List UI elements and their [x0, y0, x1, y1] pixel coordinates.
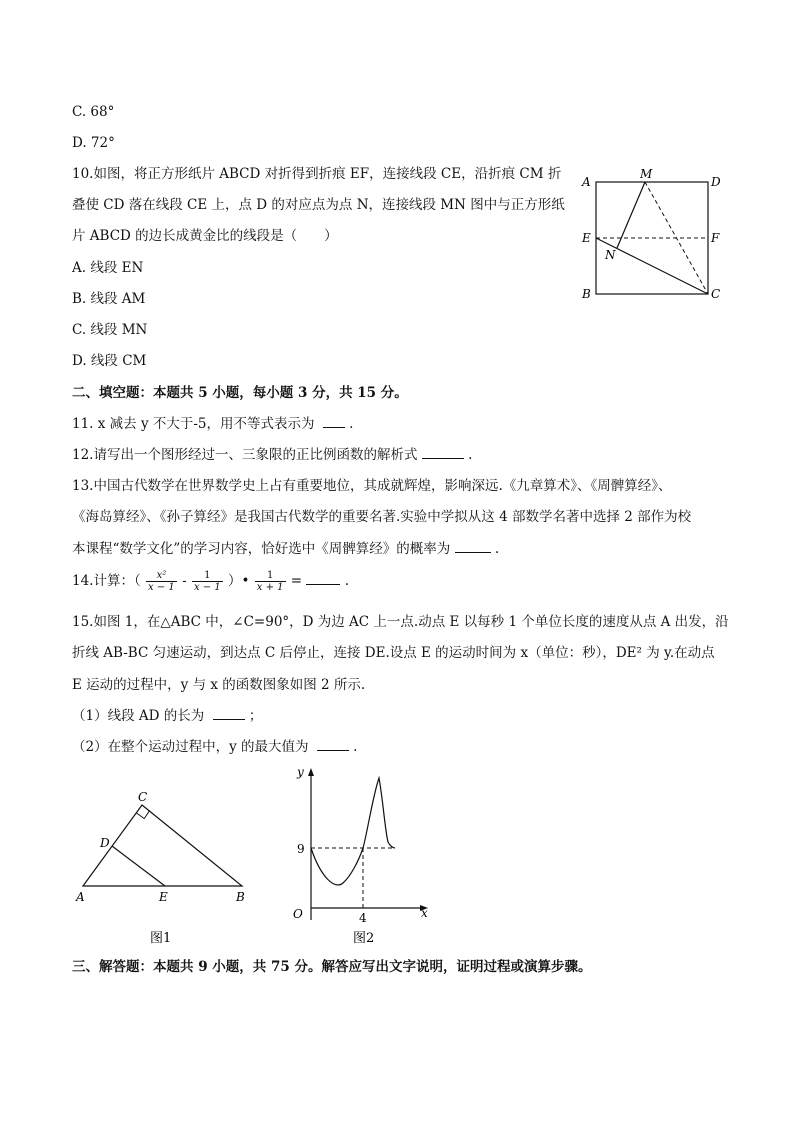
q11-end: .	[349, 416, 354, 432]
y-axis-label: y	[297, 765, 304, 779]
segment-ce	[596, 238, 708, 294]
x-axis-label: x	[421, 906, 428, 920]
label-c: C	[138, 790, 148, 804]
q14-equals: =	[290, 573, 303, 589]
q15-sub2-answer-blank[interactable]	[317, 738, 349, 751]
q10-option-c: C. 线段 MN	[72, 322, 148, 338]
q14-frac3-denominator: x + 1	[256, 582, 284, 593]
label-n: N	[605, 248, 616, 262]
y-axis-arrow-icon	[308, 768, 314, 776]
q15-sub2	[72, 738, 357, 756]
q15-sub2-text: （2）在整个运动过程中，y 的最大值为	[72, 739, 309, 755]
function-curve	[311, 778, 395, 885]
q12-end: .	[468, 447, 473, 463]
q15-sub1-answer-blank[interactable]	[213, 707, 245, 720]
q14-frac1-numerator: x²	[146, 570, 177, 582]
q14-frac2-denominator: x − 1	[193, 582, 221, 593]
q14-mid: ）•	[227, 573, 250, 589]
q11-line	[72, 415, 353, 433]
label-e: E	[582, 231, 591, 245]
q15-figure2-graph	[285, 760, 435, 950]
figure2-caption: 图2	[353, 931, 375, 946]
label-a: A	[76, 890, 85, 904]
right-angle-mark	[137, 811, 150, 819]
q14-end: .	[344, 573, 349, 589]
q15-sub1-end: ；	[248, 708, 263, 724]
section3-heading: 三、解答题：本题共 9 小题，共 75 分。解答应写出文字说明，证明过程或演算步骤。	[72, 959, 592, 975]
label-e: E	[159, 890, 168, 904]
figure1-caption: 图1	[150, 931, 172, 946]
q10-option-a: A. 线段 EN	[72, 260, 144, 276]
q14-fraction-3	[255, 570, 286, 593]
q10-square-figure	[572, 165, 732, 307]
label-d: D	[711, 175, 721, 189]
label-c: C	[711, 287, 721, 301]
q13-line3	[72, 540, 499, 558]
label-a: A	[582, 175, 591, 189]
q10-stem-line2: 叠使 CD 落在线段 CE 上，点 D 的对应点为点 N，连接线段 MN 图中与正方形纸	[72, 197, 565, 213]
q14-fraction-1	[146, 570, 177, 593]
q12-line	[72, 446, 472, 464]
q13-line3-text: 本课程“数学文化”的学习内容，恰好选中《周髀算经》的概率为	[72, 541, 451, 557]
q10-option-b: B. 线段 AM	[72, 291, 146, 307]
q13-line2: 《海岛算经》、《孙子算经》是我国古代数学的重要名著.实验中学拟从这 4 部数学名著中选择 2 部作为校	[72, 509, 692, 525]
q11-answer-blank[interactable]	[323, 415, 345, 428]
q14-minus: -	[182, 573, 187, 589]
y-tick-9: 9	[297, 842, 305, 856]
q10-stem-line3: 片 ABCD 的边长成黄金比的线段是（ ）	[72, 228, 338, 244]
q10-stem-line1: 10.如图，将正方形纸片 ABCD 对折得到折痕 EF，连接线段 CE，沿折痕 CM 折	[72, 166, 562, 182]
q14-frac3-numerator: 1	[255, 570, 286, 582]
q14-frac1-denominator: x − 1	[148, 582, 175, 593]
q15-sub2-end: .	[353, 739, 358, 755]
q12-text: 12.请写出一个图形经过一、三象限的正比例函数的解析式	[72, 447, 418, 463]
q10-option-d: D. 线段 CM	[72, 353, 147, 369]
q13-answer-blank[interactable]	[455, 540, 491, 553]
q15-line2: 折线 AB-BC 匀速运动，到达点 C 后停止，连接 DE.设点 E 的运动时间为 x（单位：秒），DE² 为 y.在动点	[72, 645, 715, 661]
q15-line3: E 运动的过程中，y 与 x 的函数图象如图 2 所示.	[72, 677, 366, 693]
q14-fraction-2	[192, 570, 223, 593]
q14-line	[72, 568, 349, 594]
label-m: M	[640, 167, 653, 181]
q14-prefix: 14.计算：（	[72, 573, 141, 589]
q12-answer-blank[interactable]	[422, 446, 464, 459]
q14-frac2-numerator: 1	[192, 570, 223, 582]
section2-heading: 二、填空题：本题共 5 小题，每小题 3 分，共 15 分。	[72, 385, 408, 401]
label-b: B	[236, 890, 245, 904]
q15-line1: 15.如图 1，在△ABC 中，∠C=90°，D 为边 AC 上一点.动点 E 以每秒 1 个单位长度的速度从点 A 出发，沿	[72, 614, 729, 630]
label-f: F	[711, 231, 720, 245]
label-b: B	[582, 287, 591, 301]
q13-line1: 13.中国古代数学在世界数学史上占有重要地位，其成就辉煌，影响深远.《九章算术》、《周髀算经》、	[72, 478, 672, 494]
q14-answer-blank[interactable]	[306, 572, 340, 585]
q15-sub1	[72, 707, 262, 725]
q15-figure1-triangle	[70, 786, 260, 946]
segment-de	[112, 846, 165, 886]
origin-label: O	[293, 907, 303, 921]
q9-option-d: D. 72°	[72, 135, 115, 151]
q11-text: 11. x 减去 y 不大于-5，用不等式表示为	[72, 416, 315, 432]
q9-option-c: C. 68°	[72, 104, 115, 120]
x-tick-4: 4	[359, 911, 367, 925]
label-d: D	[100, 836, 110, 850]
q13-end: .	[494, 541, 500, 557]
q15-sub1-text: （1）线段 AD 的长为	[72, 708, 205, 724]
